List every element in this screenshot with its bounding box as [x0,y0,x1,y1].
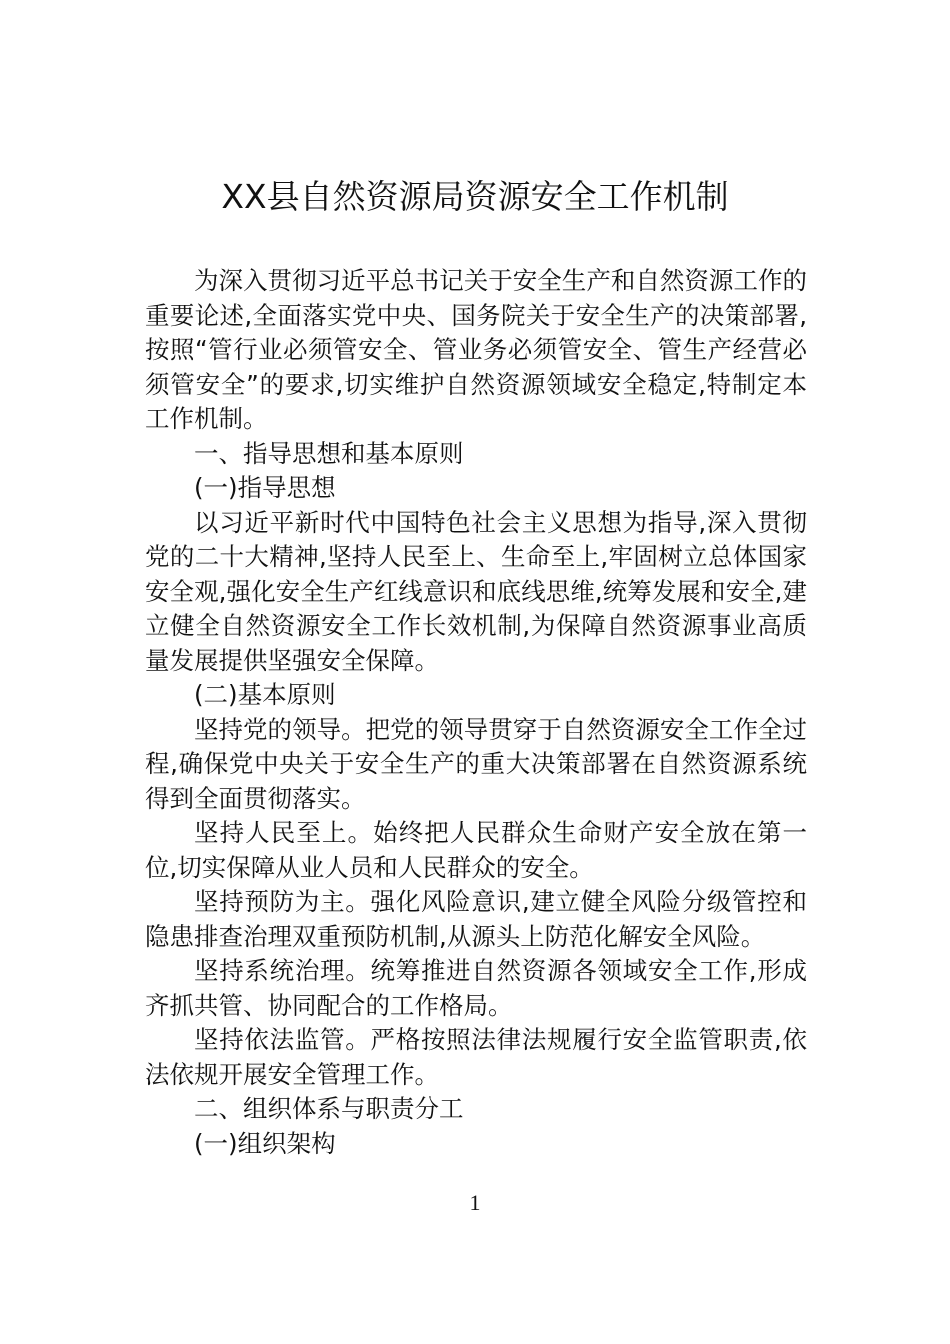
intro-paragraph: 为深入贯彻习近平总书记关于安全生产和自然资源工作的重要论述,全面落实党中央、国务院关于安全生产的决策部署,按照“管行业必须管安全、管业务必须管安全、管生产经营必须管安全”的要求,切实维护自然资源领域安全稳定,特制定本工作机制。 [145,266,807,433]
subsection-heading: (二)基本原则 [194,680,336,709]
document-title: XX县自然资源局资源安全工作机制 [221,177,729,216]
document-body [145,264,807,1161]
principle-paragraph: 坚持预防为主。强化风险意识,建立健全风险分级管控和隐患排查治理双重预防机制,从源头上防范化解安全风险。 [145,887,807,951]
subsection-heading: (一)指导思想 [194,473,336,502]
principle-paragraph: 坚持依法监管。严格按照法律法规履行安全监管职责,依法依规开展安全管理工作。 [145,1025,807,1089]
subsection-heading: (一)组织架构 [194,1128,336,1158]
section-heading: 二、组织体系与职责分工 [194,1094,464,1123]
principle-paragraph: 坚持系统治理。统筹推进自然资源各领域安全工作,形成齐抓共管、协同配合的工作格局。 [145,956,807,1020]
body-paragraph: 以习近平新时代中国特色社会主义思想为指导,深入贯彻党的二十大精神,坚持人民至上、生命至上,牢固树立总体国家安全观,强化安全生产红线意识和底线思维,统筹发展和安全,建立健全自然资源安全工作长效机制,为保障自然资源事业高质量发展提供坚强安全保障。 [145,507,807,675]
principle-paragraph: 坚持人民至上。始终把人民群众生命财产安全放在第一位,切实保障从业人员和人民群众的安全。 [145,818,807,882]
page-number: 1 [469,1190,481,1215]
principle-paragraph: 坚持党的领导。把党的领导贯穿于自然资源安全工作全过程,确保党中央关于安全生产的重大决策部署在自然资源系统得到全面贯彻落实。 [145,714,807,813]
section-heading: 一、指导思想和基本原则 [194,438,464,468]
